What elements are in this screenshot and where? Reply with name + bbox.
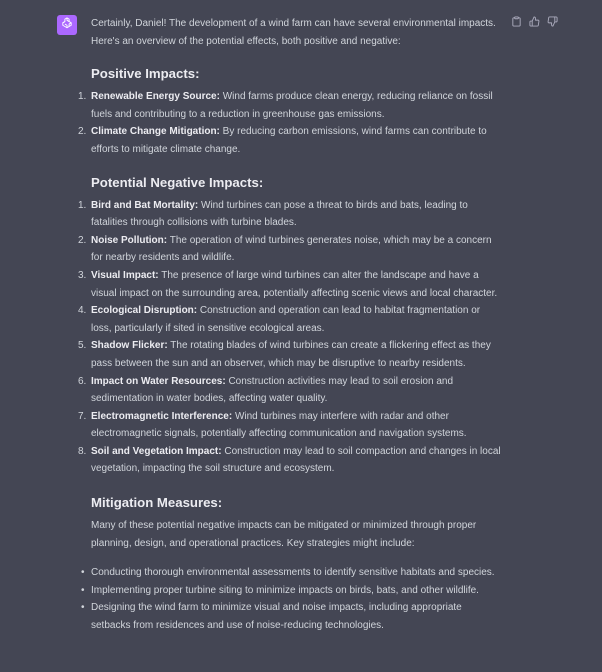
- thumbs-up-icon: [529, 14, 540, 32]
- mitigation-heading: Mitigation Measures:: [91, 495, 223, 511]
- thumbs-down-icon: [547, 14, 558, 32]
- list-item: 4. Ecological Disruption: Construction and operation can lead to habitat fragmentation or loss, particularly if sited in sensitive ecological areas.: [78, 305, 481, 334]
- list-item: 6. Impact on Water Resources: Construction activities may lead to soil erosion and sedimentation in water bodies, affecting water quality.: [78, 375, 454, 405]
- list-item: • Conducting thorough environmental assessments to identify sensitive habitats and species.: [81, 567, 495, 579]
- assistant-avatar: [57, 15, 77, 35]
- list-item: 5. Shadow Flicker: The rotating blades of wind turbines can create a flickering effect as they pass between the sun and an observer, which may be disruptive to nearby residents.: [78, 340, 491, 369]
- message-content: [78, 15, 501, 635]
- message-actions: [509, 16, 559, 30]
- list-item: 1. Bird and Bat Mortality: Wind turbines can pose a threat to birds and bats, leading to fatalities through collisions with turbine blades.: [78, 199, 468, 229]
- negative-impacts-heading: Potential Negative Impacts:: [91, 174, 264, 190]
- list-item: 3. Visual Impact: The presence of large wind turbines can alter the landscape and have a visual impact on the surrounding area, potentially affecting scenic views and local character.: [78, 269, 498, 299]
- openai-logo-icon: [60, 16, 74, 35]
- list-item: 2. Climate Change Mitigation: By reducing carbon emissions, wind farms can contribute to efforts to mitigate climate change.: [78, 126, 487, 155]
- negative-impacts-list: [78, 197, 501, 479]
- list-item: 1. Renewable Energy Source: Wind farms produce clean energy, reducing reliance on fossil fuels and contributing to a reduction in greenhouse gas emissions.: [78, 91, 493, 120]
- list-item: • Implementing proper turbine siting to minimize impacts on birds, bats, and other wildlife.: [81, 584, 479, 596]
- list-item: • Designing the wind farm to minimize visual and noise impacts, including appropriate setbacks from residences and use of noise-reducing technologies.: [81, 602, 462, 632]
- list-item: 7. Electromagnetic Interference: Wind turbines may interfere with radar and other electromagnetic signals, potentially affecting communication and navigation systems.: [78, 410, 467, 440]
- positive-impacts-heading: Positive Impacts:: [91, 66, 200, 82]
- like-button[interactable]: [527, 16, 541, 30]
- mitigation-intro-text: Many of these potential negative impacts can be mitigated or minimized through proper planning, design, and operational practices. Key strategies might include:: [91, 520, 477, 549]
- list-item: 8. Soil and Vegetation Impact: Construction may lead to soil compaction and changes in local vegetation, impacting the soil structure and ecosystem.: [78, 445, 501, 475]
- mitigation-list: [81, 564, 501, 634]
- intro-text: Certainly, Daniel! The development of a wind farm can have several environmental impacts. Here's an overview of the potential effects, both positive and negative:: [91, 18, 496, 47]
- dislike-button[interactable]: [545, 16, 559, 30]
- list-item: 2. Noise Pollution: The operation of wind turbines generates noise, which may be a concern for nearby residents and wildlife.: [78, 234, 492, 264]
- positive-impacts-list: [78, 88, 501, 158]
- clipboard-icon: [511, 14, 522, 32]
- copy-button[interactable]: [509, 16, 523, 30]
